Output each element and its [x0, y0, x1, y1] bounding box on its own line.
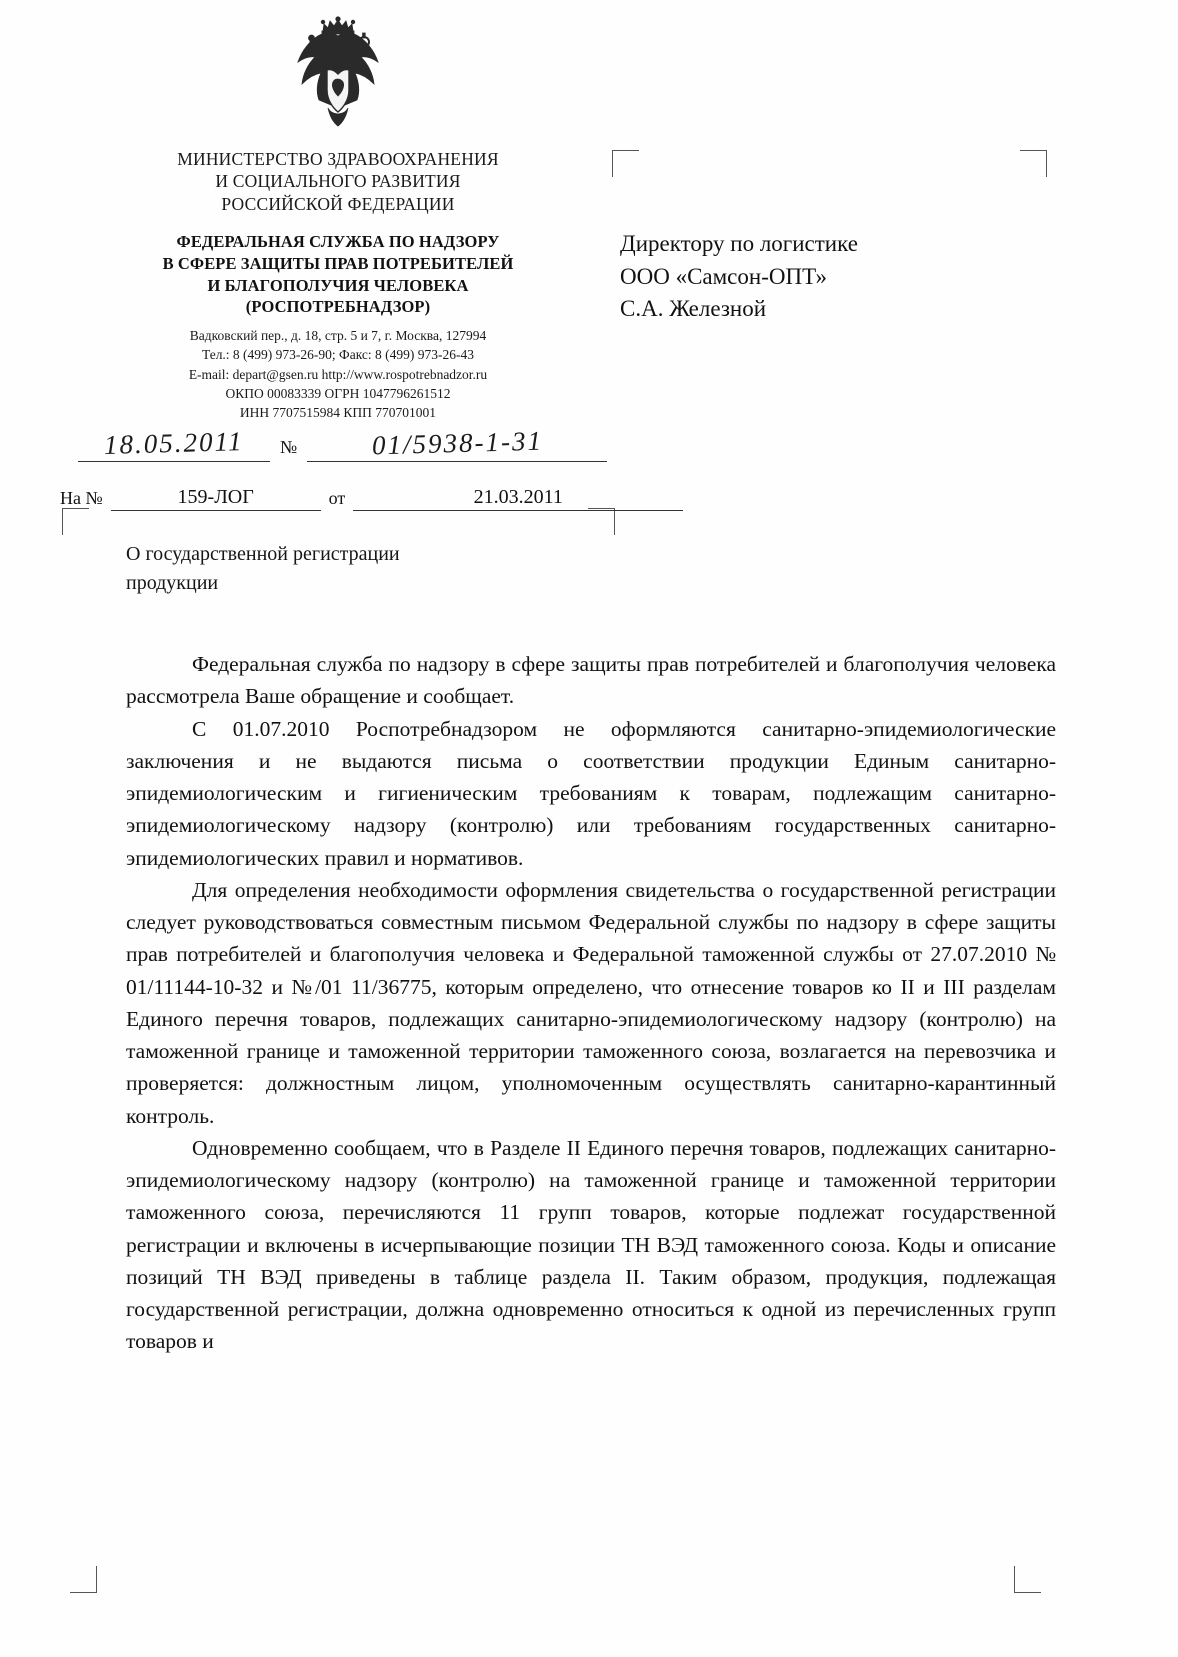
ministry-name	[128, 148, 548, 215]
outgoing-date-value: 18.05.2011	[103, 426, 245, 460]
incoming-date-label: от	[328, 488, 346, 508]
body-paragraph-2: С 01.07.2010 Роспотребнадзором не оформляются санитарно-эпидемиологические заключения и не выдаются письма о соответствии продукции Единым санитарно-эпидемиологическим и гигиеническим требованиям к товарам, подлежащим санитарно-эпидемиологическому надзору (контролю) или требованиям государственных санитарно-эпидемиологических правил и нормативов.	[126, 716, 1056, 870]
subject-line	[126, 540, 556, 598]
ministry-line-2: И СОЦИАЛЬНОГО РАЗВИТИЯ	[215, 171, 461, 192]
crop-mark-bottom-left	[70, 1566, 97, 1593]
subject-line-1: О государственной регистрации	[126, 543, 400, 565]
contact-details	[128, 326, 548, 422]
outgoing-number-field	[307, 425, 607, 462]
incoming-reference-row	[60, 486, 683, 511]
body-paragraph-4: Одновременно сообщаем, что в Разделе II Единого перечня товаров, подлежащих санитарно-эпидемиологическому надзору (контролю) на таможенной границе и таможенной территории таможенного союза, перечисляются 11 групп товаров, которые подлежат государственной регистрации и включены в исчерпывающие позиции ТН ВЭД таможенного союза. Коды и описание позиций ТН ВЭД приведены в таблице раздела II. Таким образом, продукция, подлежащая государственной регистрации, должна одновременно относиться к одной из перечисленных групп товаров и	[126, 1135, 1056, 1354]
incoming-number-label: На №	[60, 488, 103, 508]
okpo-ogrn-line: ОКПО 00083339 ОГРН 1047796261512	[225, 385, 451, 401]
service-line-3: И БЛАГОПОЛУЧИЯ ЧЕЛОВЕКА	[207, 275, 469, 295]
incoming-number-field: 159-ЛОГ	[111, 486, 321, 511]
addressee-block	[620, 228, 1050, 326]
crop-mark-top-left-inner	[612, 150, 639, 177]
outgoing-date-field	[78, 428, 270, 462]
letter-body	[126, 648, 1056, 1358]
addressee-line-1: Директору по логистике	[620, 231, 858, 256]
service-line-4: (РОСПОТРЕБНАДЗОР)	[245, 297, 431, 317]
service-name	[128, 231, 548, 318]
addressee-line-3: С.А. Железной	[620, 296, 767, 322]
inn-kpp-line: ИНН 7707515984 КПП 770701001	[239, 404, 437, 420]
incoming-date-field: 21.03.2011	[353, 486, 683, 511]
outgoing-reference-row	[78, 425, 607, 462]
service-line-2: В СФЕРЕ ЗАЩИТЫ ПРАВ ПОТРЕБИТЕЛЕЙ	[162, 253, 514, 273]
ministry-line-3: РОССИЙСКОЙ ФЕДЕРАЦИИ	[221, 193, 455, 214]
body-paragraph-3: Для определения необходимости оформления свидетельства о государственной регистрации следует руководствоваться совместным письмом Федеральной службы по надзору в сфере защиты прав потребителей и благополучия человека и Федеральной таможенной службы от 27.07.2010 № 01/11144-10-32 и №/01 11/36775, которым определено, что отнесение товаров ко II и III разделам Единого перечня товаров, подлежащих санитарно-эпидемиологическому надзору (контролю) на таможенной границе и таможенной территории таможенного союза, возлагается на перевозчика и проверяется: должностным лицом, уполномоченным осуществлять санитарно-карантинный контроль.	[126, 877, 1056, 1128]
email-line: E-mail: depart@gsen.ru http://www.rospotrebnadzor.ru	[188, 366, 488, 382]
phone-line: Тел.: 8 (499) 973-26-90; Факс: 8 (499) 973-26-43	[201, 347, 475, 363]
crop-mark-top-right	[1020, 150, 1047, 177]
outgoing-number-value: 01/5938-1-31	[371, 425, 544, 461]
ministry-line-1: МИНИСТЕРСТВО ЗДРАВООХРАНЕНИЯ	[177, 149, 499, 169]
subject-line-2: продукции	[126, 572, 219, 594]
letterhead	[128, 148, 548, 422]
address-line: Вадковский пер., д. 18, стр. 5 и 7, г. Москва, 127994	[189, 328, 487, 344]
service-line-1: ФЕДЕРАЛЬНАЯ СЛУЖБА ПО НАДЗОРУ	[176, 232, 500, 252]
crop-mark-bottom-right	[1014, 1566, 1041, 1593]
reference-block	[60, 425, 680, 524]
addressee-line-2: ООО «Самсон-ОПТ»	[620, 263, 828, 289]
number-symbol-label: №	[280, 437, 298, 457]
coat-of-arms-icon	[290, 16, 386, 128]
body-paragraph-1: Федеральная служба по надзору в сфере защиты прав потребителей и благополучия человека рассмотрела Ваше обращение и сообщает.	[126, 652, 1056, 709]
